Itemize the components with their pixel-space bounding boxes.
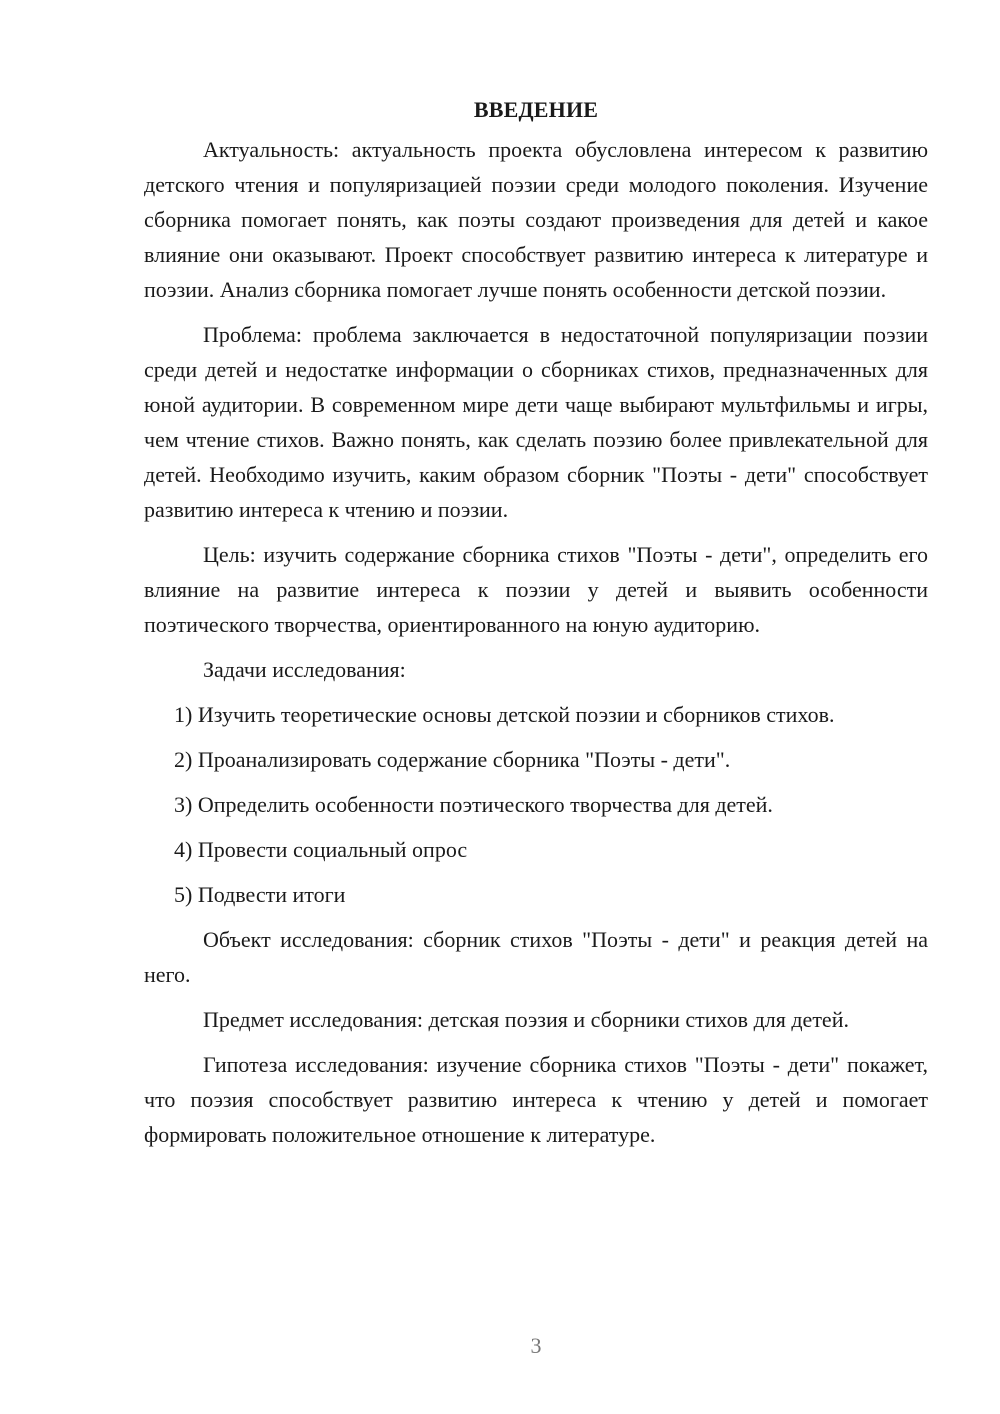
page-number: 3 xyxy=(530,1333,542,1358)
paragraph-object: Объект исследования: сборник стихов "Поэты - дети" и реакция детей на него. xyxy=(144,927,928,987)
page-content xyxy=(144,92,928,1162)
list-item: 1) Изучить теоретические основы детской поэзии и сборников стихов. xyxy=(174,702,835,727)
tasks-list xyxy=(144,697,928,912)
list-item: 4) Провести социальный опрос xyxy=(174,837,468,862)
paragraph-problem: Проблема: проблема заключается в недостаточной популяризации поэзии среди детей и недостатке информации о сборниках стихов, предназначенных для юной аудитории. В современном мире дети чаще выбирают мультфильмы и игры, чем чтение стихов. Важно понять, как сделать поэзию более привлекательной для детей. Необходимо изучить, каким образом сборник "Поэты - дети" способствует развитию интереса к чтению и поэзии. xyxy=(144,322,928,522)
list-item: 5) Подвести итоги xyxy=(174,882,346,907)
tasks-heading: Задачи исследования: xyxy=(203,657,406,682)
list-item: 3) Определить особенности поэтического творчества для детей. xyxy=(174,792,773,817)
list-item: 2) Проанализировать содержание сборника "Поэты - дети". xyxy=(174,747,731,772)
paragraph-relevance: Актуальность: актуальность проекта обусловлена интересом к развитию детского чтения и популяризацией поэзии среди молодого поколения. Изучение сборника помогает понять, как поэты создают произведения для детей и какое влияние они оказывают. Проект способствует развитию интереса к литературе и поэзии. Анализ сборника помогает лучше понять особенности детской поэзии. xyxy=(144,137,928,302)
paragraph-subject: Предмет исследования: детская поэзия и сборники стихов для детей. xyxy=(203,1007,849,1032)
page-title: ВВЕДЕНИЕ xyxy=(473,97,599,122)
paragraph-goal: Цель: изучить содержание сборника стихов "Поэты - дети", определить его влияние на развитие интереса к поэзии у детей и выявить особенности поэтического творчества, ориентированного на юную аудиторию. xyxy=(144,542,928,637)
paragraph-hypothesis: Гипотеза исследования: изучение сборника стихов "Поэты - дети" покажет, что поэзия способствует развитию интереса к чтению у детей и помогает формировать положительное отношение к литературе. xyxy=(144,1052,928,1147)
